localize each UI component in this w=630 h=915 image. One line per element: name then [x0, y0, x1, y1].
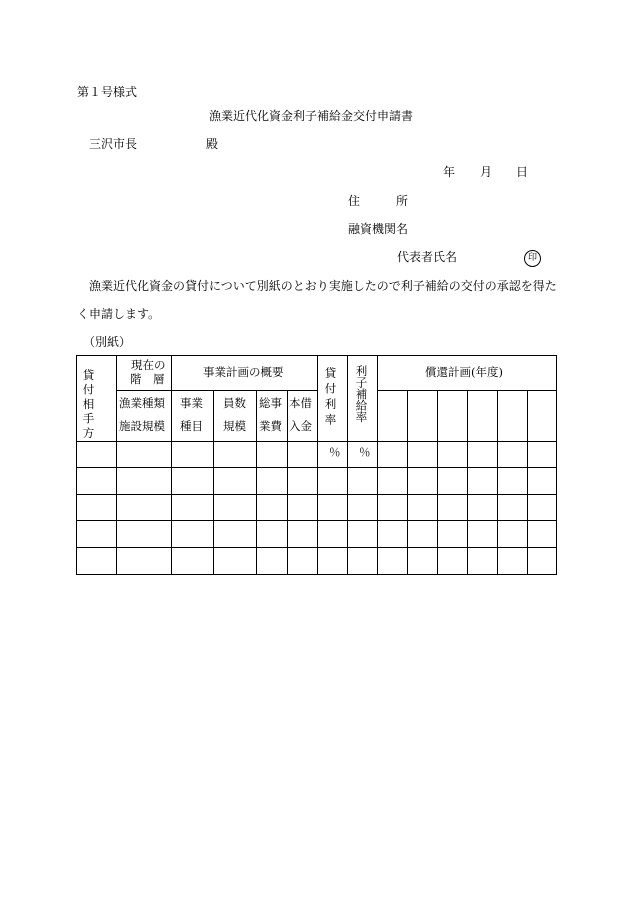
total-cost-header-2: 業費	[259, 419, 282, 433]
plan-table	[76, 355, 557, 575]
table-line	[76, 355, 77, 575]
business-header: 事業	[180, 396, 203, 410]
current-tier-header: 現在の	[131, 358, 166, 372]
repayment-plan-header: 償還計画(年度)	[425, 365, 503, 379]
table-line	[497, 390, 498, 575]
table-line	[347, 355, 348, 575]
table-line	[256, 390, 257, 575]
borrower-header: 貸付相手方	[81, 369, 96, 442]
date-month: 月	[480, 165, 493, 179]
subsidy-rate-header: 利子補給率	[354, 365, 369, 423]
date-year: 年	[443, 165, 456, 179]
table-line	[287, 390, 288, 575]
table-line	[437, 390, 438, 575]
representative-label: 代表者氏名	[397, 250, 458, 264]
fishery-type-header: 漁業種類	[119, 396, 165, 410]
loan-rate-header: 貸付利率	[323, 367, 338, 429]
principal-header-2: 入金	[289, 419, 312, 433]
table-line	[407, 390, 408, 575]
addressee: 三沢市長	[89, 137, 138, 151]
principal-header: 本借	[289, 396, 312, 410]
date-day: 日	[516, 165, 529, 179]
facility-scale-header: 施設規模	[119, 419, 165, 433]
table-line	[467, 390, 468, 575]
table-line	[527, 390, 528, 575]
body-text-line2: く申請します。	[77, 307, 161, 321]
institution-label: 融資機関名	[348, 222, 409, 236]
subsidy-rate-percent: ％	[359, 445, 371, 459]
plan-overview-header: 事業計画の概要	[203, 365, 284, 379]
table-line	[377, 355, 378, 575]
form-number: 第１号様式	[77, 85, 138, 99]
current-tier-header-2: 階 層	[130, 372, 165, 386]
seal-mark: 印	[524, 250, 541, 267]
table-line	[317, 355, 318, 575]
total-cost-header: 総事	[259, 396, 282, 410]
honorific: 殿	[206, 137, 219, 151]
loan-rate-percent: ％	[329, 445, 341, 459]
scale-header: 規模	[223, 419, 246, 433]
document-title: 漁業近代化資金利子補給金交付申請書	[209, 109, 414, 123]
table-line	[171, 355, 172, 575]
body-text-line1: 漁業近代化資金の貸付について別紙のとおり実施したので利子補給の交付の承認を得た	[89, 279, 557, 293]
table-line	[556, 355, 557, 575]
address-label: 住 所	[348, 194, 409, 208]
business-type-header: 種目	[180, 419, 203, 433]
attachment-label: （別紙）	[83, 335, 132, 349]
table-line	[213, 390, 214, 575]
table-line	[116, 355, 117, 575]
staff-count-header: 員数	[223, 396, 246, 410]
